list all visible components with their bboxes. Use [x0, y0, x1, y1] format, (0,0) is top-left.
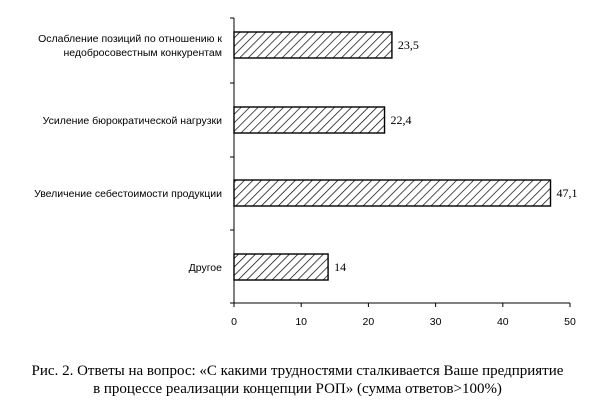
- category-label-line: Усиление бюрократической нагрузки: [42, 115, 222, 127]
- x-tick-label-1: 10: [295, 316, 308, 328]
- caption-line-2: в процессе реализации концепции РОП» (сумма ответов>100%): [93, 381, 502, 397]
- category-label-line: Увеличение себестоимости продукции: [34, 188, 222, 200]
- category-label-0: [38, 33, 222, 59]
- x-tick-label-0: 0: [231, 316, 237, 328]
- data-label-0: 23,5: [397, 38, 419, 52]
- category-label-2: [34, 188, 222, 200]
- data-label-3: 14: [334, 260, 347, 274]
- category-label-line: недобросовестным конкурентам: [63, 47, 222, 59]
- caption-line-1: Рис. 2. Ответы на вопрос: «С какими трудностями сталкивается Ваше предприятие: [31, 363, 564, 379]
- x-tick-label-3: 30: [429, 316, 442, 328]
- data-label-1: 22,4: [390, 113, 412, 127]
- category-label-3: [189, 262, 223, 274]
- category-label-line: Другое: [188, 262, 222, 274]
- figure-caption: [0, 362, 595, 398]
- x-tick-label-2: 20: [362, 316, 375, 328]
- x-tick-label-4: 40: [496, 316, 509, 328]
- data-label-2: 47,1: [556, 186, 578, 200]
- bar-1: [234, 107, 385, 133]
- category-label-line: Ослабление позиций по отношению к: [38, 33, 222, 45]
- bars-group: [234, 32, 551, 280]
- bar-2: [234, 180, 551, 206]
- x-tick-label-5: 50: [564, 316, 576, 328]
- bar-0: [234, 32, 392, 58]
- bar-3: [234, 254, 328, 280]
- category-label-1: [43, 115, 222, 127]
